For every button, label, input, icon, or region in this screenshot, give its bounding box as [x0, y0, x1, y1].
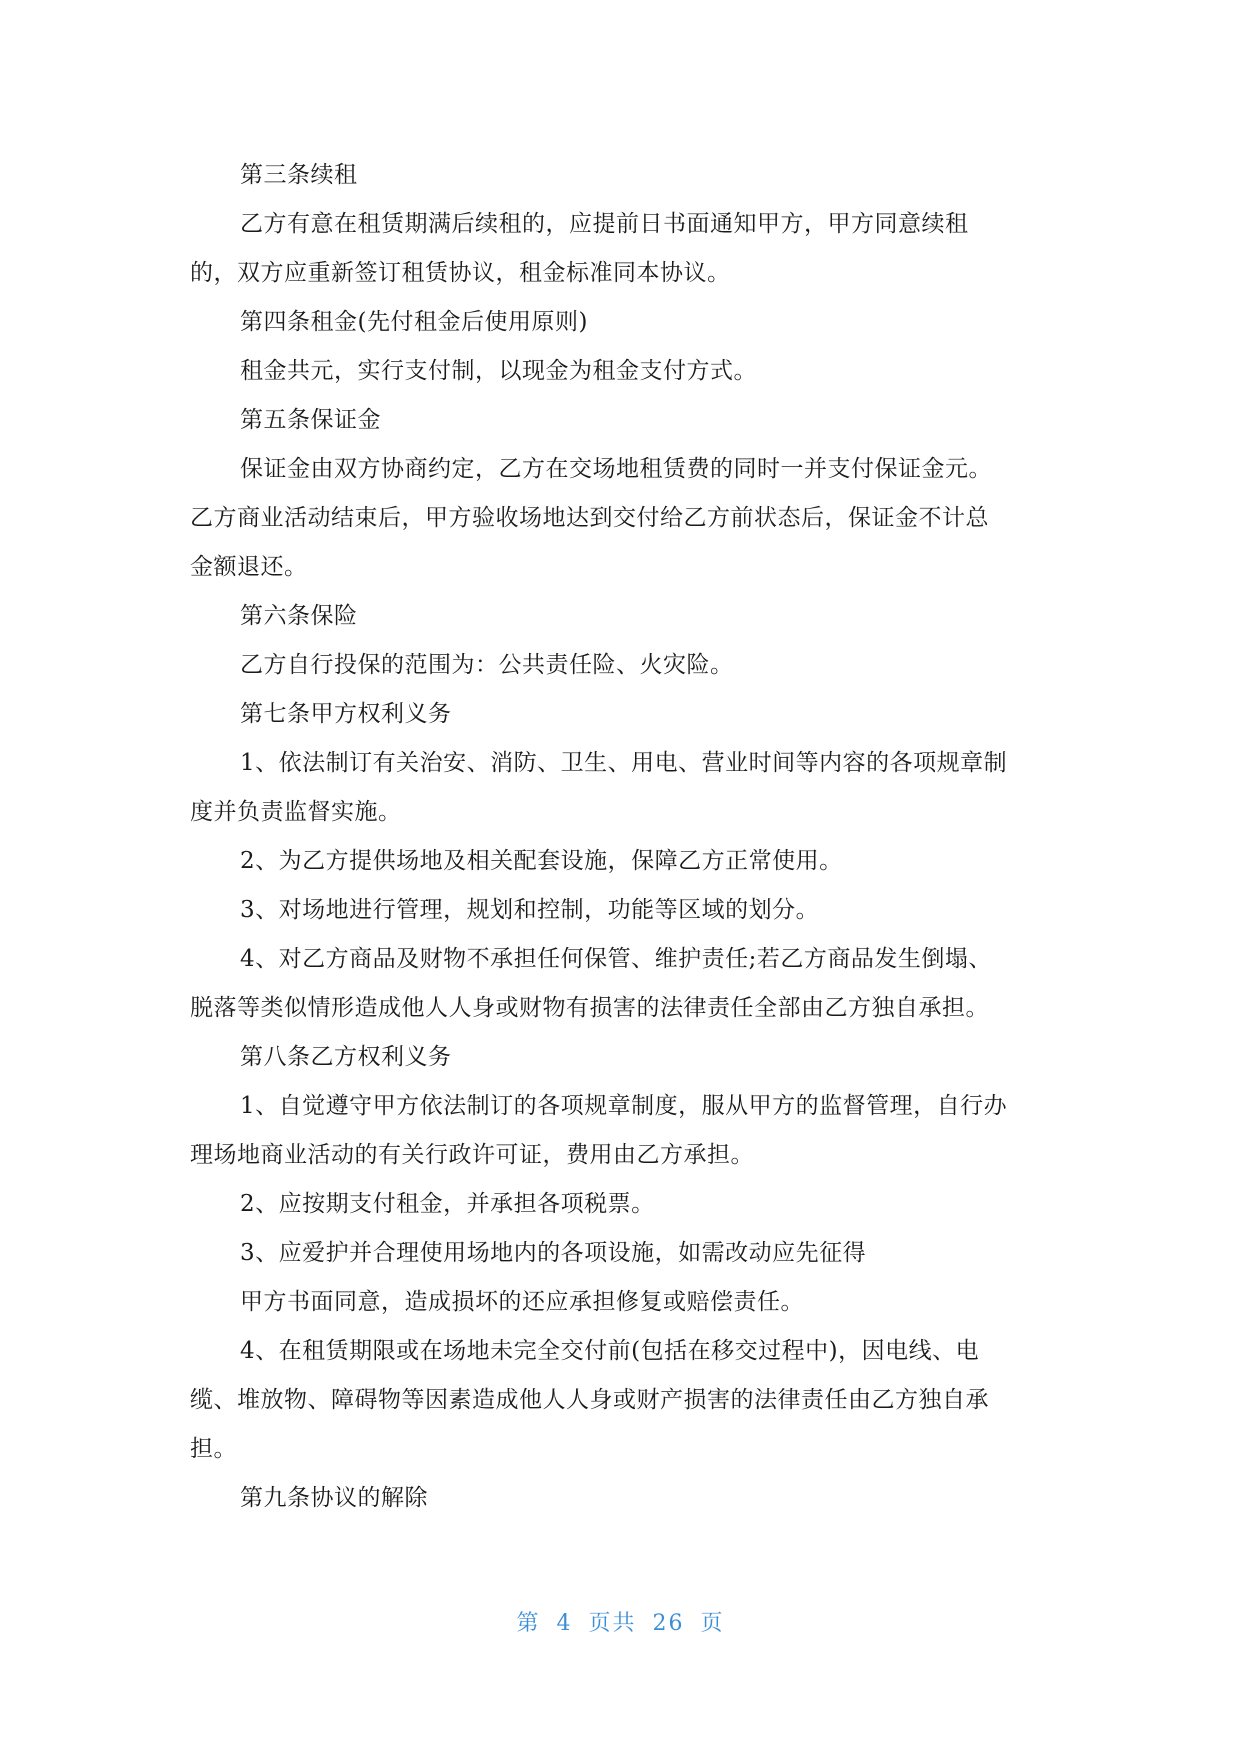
text-line: 度并负责监督实施。 [190, 799, 402, 825]
footer-middle: 页共 [588, 1611, 637, 1636]
document-body [190, 151, 1060, 1523]
text-line: 担。 [190, 1436, 237, 1462]
page-footer [0, 1606, 1241, 1637]
text-line: 1、自觉遵守甲方依法制订的各项规章制度，服从甲方的监督管理，自行办 [240, 1093, 1008, 1119]
text-line: 第六条保险 [240, 603, 358, 629]
text-line: 乙方商业活动结束后，甲方验收场地达到交付给乙方前状态后，保证金不计总 [190, 505, 989, 531]
text-line: 第九条协议的解除 [240, 1485, 428, 1511]
text-line: 2、为乙方提供场地及相关配套设施，保障乙方正常使用。 [240, 848, 843, 874]
text-line: 金额退还。 [190, 554, 308, 580]
text-line: 2、应按期支付租金，并承担各项税票。 [240, 1191, 655, 1217]
text-line: 保证金由双方协商约定，乙方在交场地租赁费的同时一并支付保证金元。 [240, 456, 992, 482]
footer-suffix: 页 [700, 1611, 725, 1636]
text-line: 的，双方应重新签订租赁协议，租金标准同本协议。 [190, 260, 731, 286]
total-page-count: 26 [652, 1611, 685, 1636]
text-line: 第四条租金(先付租金后使用原则) [240, 309, 588, 335]
text-line: 乙方有意在租赁期满后续租的，应提前日书面通知甲方，甲方同意续租 [240, 211, 969, 237]
text-line: 甲方书面同意，造成损坏的还应承担修复或赔偿责任。 [240, 1289, 804, 1315]
text-line: 4、在租赁期限或在场地未完全交付前(包括在移交过程中)，因电线、电 [240, 1338, 980, 1364]
text-line: 乙方自行投保的范围为：公共责任险、火灾险。 [240, 652, 734, 678]
text-line: 第三条续租 [240, 162, 358, 188]
text-line: 3、对场地进行管理，规划和控制，功能等区域的划分。 [240, 897, 820, 923]
text-line: 租金共元，实行支付制，以现金为租金支付方式。 [240, 358, 757, 384]
footer-prefix: 第 [516, 1611, 541, 1636]
text-line: 第七条甲方权利义务 [240, 701, 452, 727]
text-line: 理场地商业活动的有关行政许可证，费用由乙方承担。 [190, 1142, 754, 1168]
current-page-number: 4 [556, 1611, 573, 1636]
text-line: 1、依法制订有关治安、消防、卫生、用电、营业时间等内容的各项规章制 [240, 750, 1008, 776]
text-line: 脱落等类似情形造成他人人身或财物有损害的法律责任全部由乙方独自承担。 [190, 995, 989, 1021]
text-line: 第五条保证金 [240, 407, 381, 433]
text-line: 4、对乙方商品及财物不承担任何保管、维护责任;若乙方商品发生倒塌、 [240, 946, 992, 972]
text-line: 第八条乙方权利义务 [240, 1044, 452, 1070]
text-line: 3、应爱护并合理使用场地内的各项设施，如需改动应先征得 [240, 1240, 867, 1266]
text-line: 缆、堆放物、障碍物等因素造成他人人身或财产损害的法律责任由乙方独自承 [190, 1387, 989, 1413]
